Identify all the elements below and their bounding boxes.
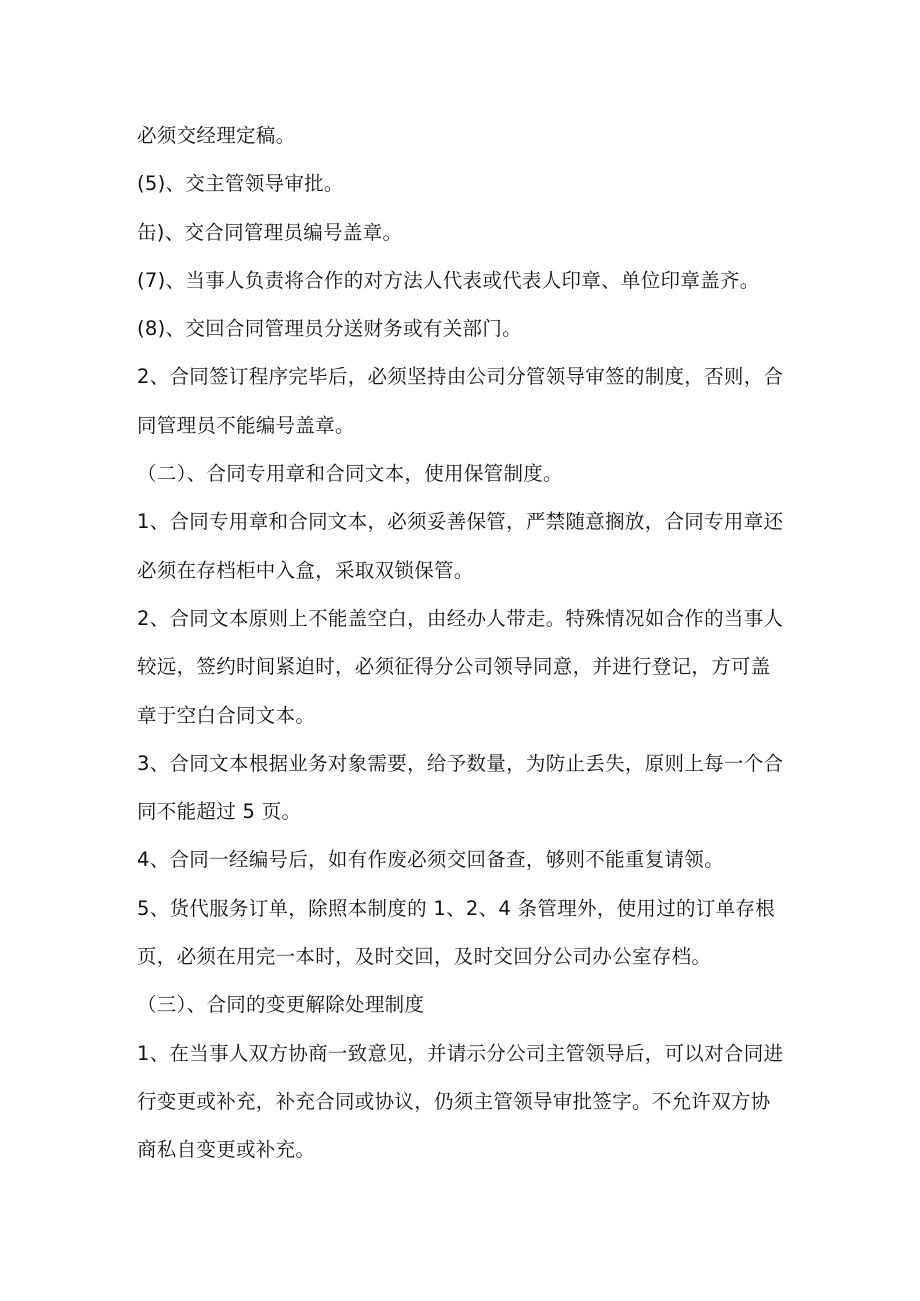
- text-line-5: (8)、交回合同管理员分送财务或有关部门。: [137, 317, 522, 341]
- text-line-2: (5)、交主管领导审批。: [137, 172, 344, 196]
- text-line-12: 较远，签约时间紧迫时，必须征得分公司领导同意，并进行登记，方可盖: [137, 655, 771, 679]
- text-line-3: 缶)、交合同管理员编号盖章。: [137, 220, 403, 244]
- text-line-9: 1、合同专用章和合同文本，必须妥善保管，严禁随意搁放，合同专用章还: [137, 510, 784, 534]
- section-heading-3: （三）、合同的变更解除处理制度: [137, 993, 425, 1017]
- text-line-1: 必须交经理定稿。: [137, 124, 296, 147]
- text-line-13: 章于空白合同文本。: [137, 703, 316, 727]
- text-line-21: 行变更或补充，补充合同或协议，仍须主管领导审批签字。不允许双方协: [137, 1089, 771, 1113]
- text-line-14: 3、合同文本根据业务对象需要，给予数量，为防止丢失，原则上每一个合: [137, 751, 784, 775]
- text-line-15: 同不能超过 5 页。: [137, 800, 302, 824]
- text-line-6: 2、合同签订程序完毕后，必须坚持由公司分管领导审签的制度，否则，合: [137, 365, 784, 389]
- text-line-16: 4、合同一经编号后，如有作废必须交回备查，够则不能重复请领。: [137, 848, 724, 872]
- document-body: [137, 112, 787, 1175]
- text-line-17: 5、货代服务订单，除照本制度的 1、2、4 条管理外，使用过的订单存根: [137, 896, 776, 920]
- text-line-11: 2、合同文本原则上不能盖空白，由经办人带走。特殊情况如合作的当事人: [137, 606, 784, 630]
- section-heading-2: （二）、合同专用章和合同文本，使用保管制度。: [137, 462, 563, 486]
- text-line-7: 同管理员不能编号盖章。: [137, 413, 355, 437]
- text-line-18: 页，必须在用完一本时，及时交回，及时交回分公司办公室存档。: [137, 945, 712, 969]
- text-line-10: 必须在存档柜中入盒，采取双锁保管。: [137, 558, 474, 582]
- text-line-20: 1、在当事人双方协商一致意见，并请示分公司主管领导后，可以对合同进: [137, 1041, 784, 1065]
- text-line-22: 商私自变更或补充。: [137, 1138, 316, 1162]
- text-line-4: (7)、当事人负责将合作的对方法人代表或代表人印章、单位印章盖齐。: [137, 268, 760, 292]
